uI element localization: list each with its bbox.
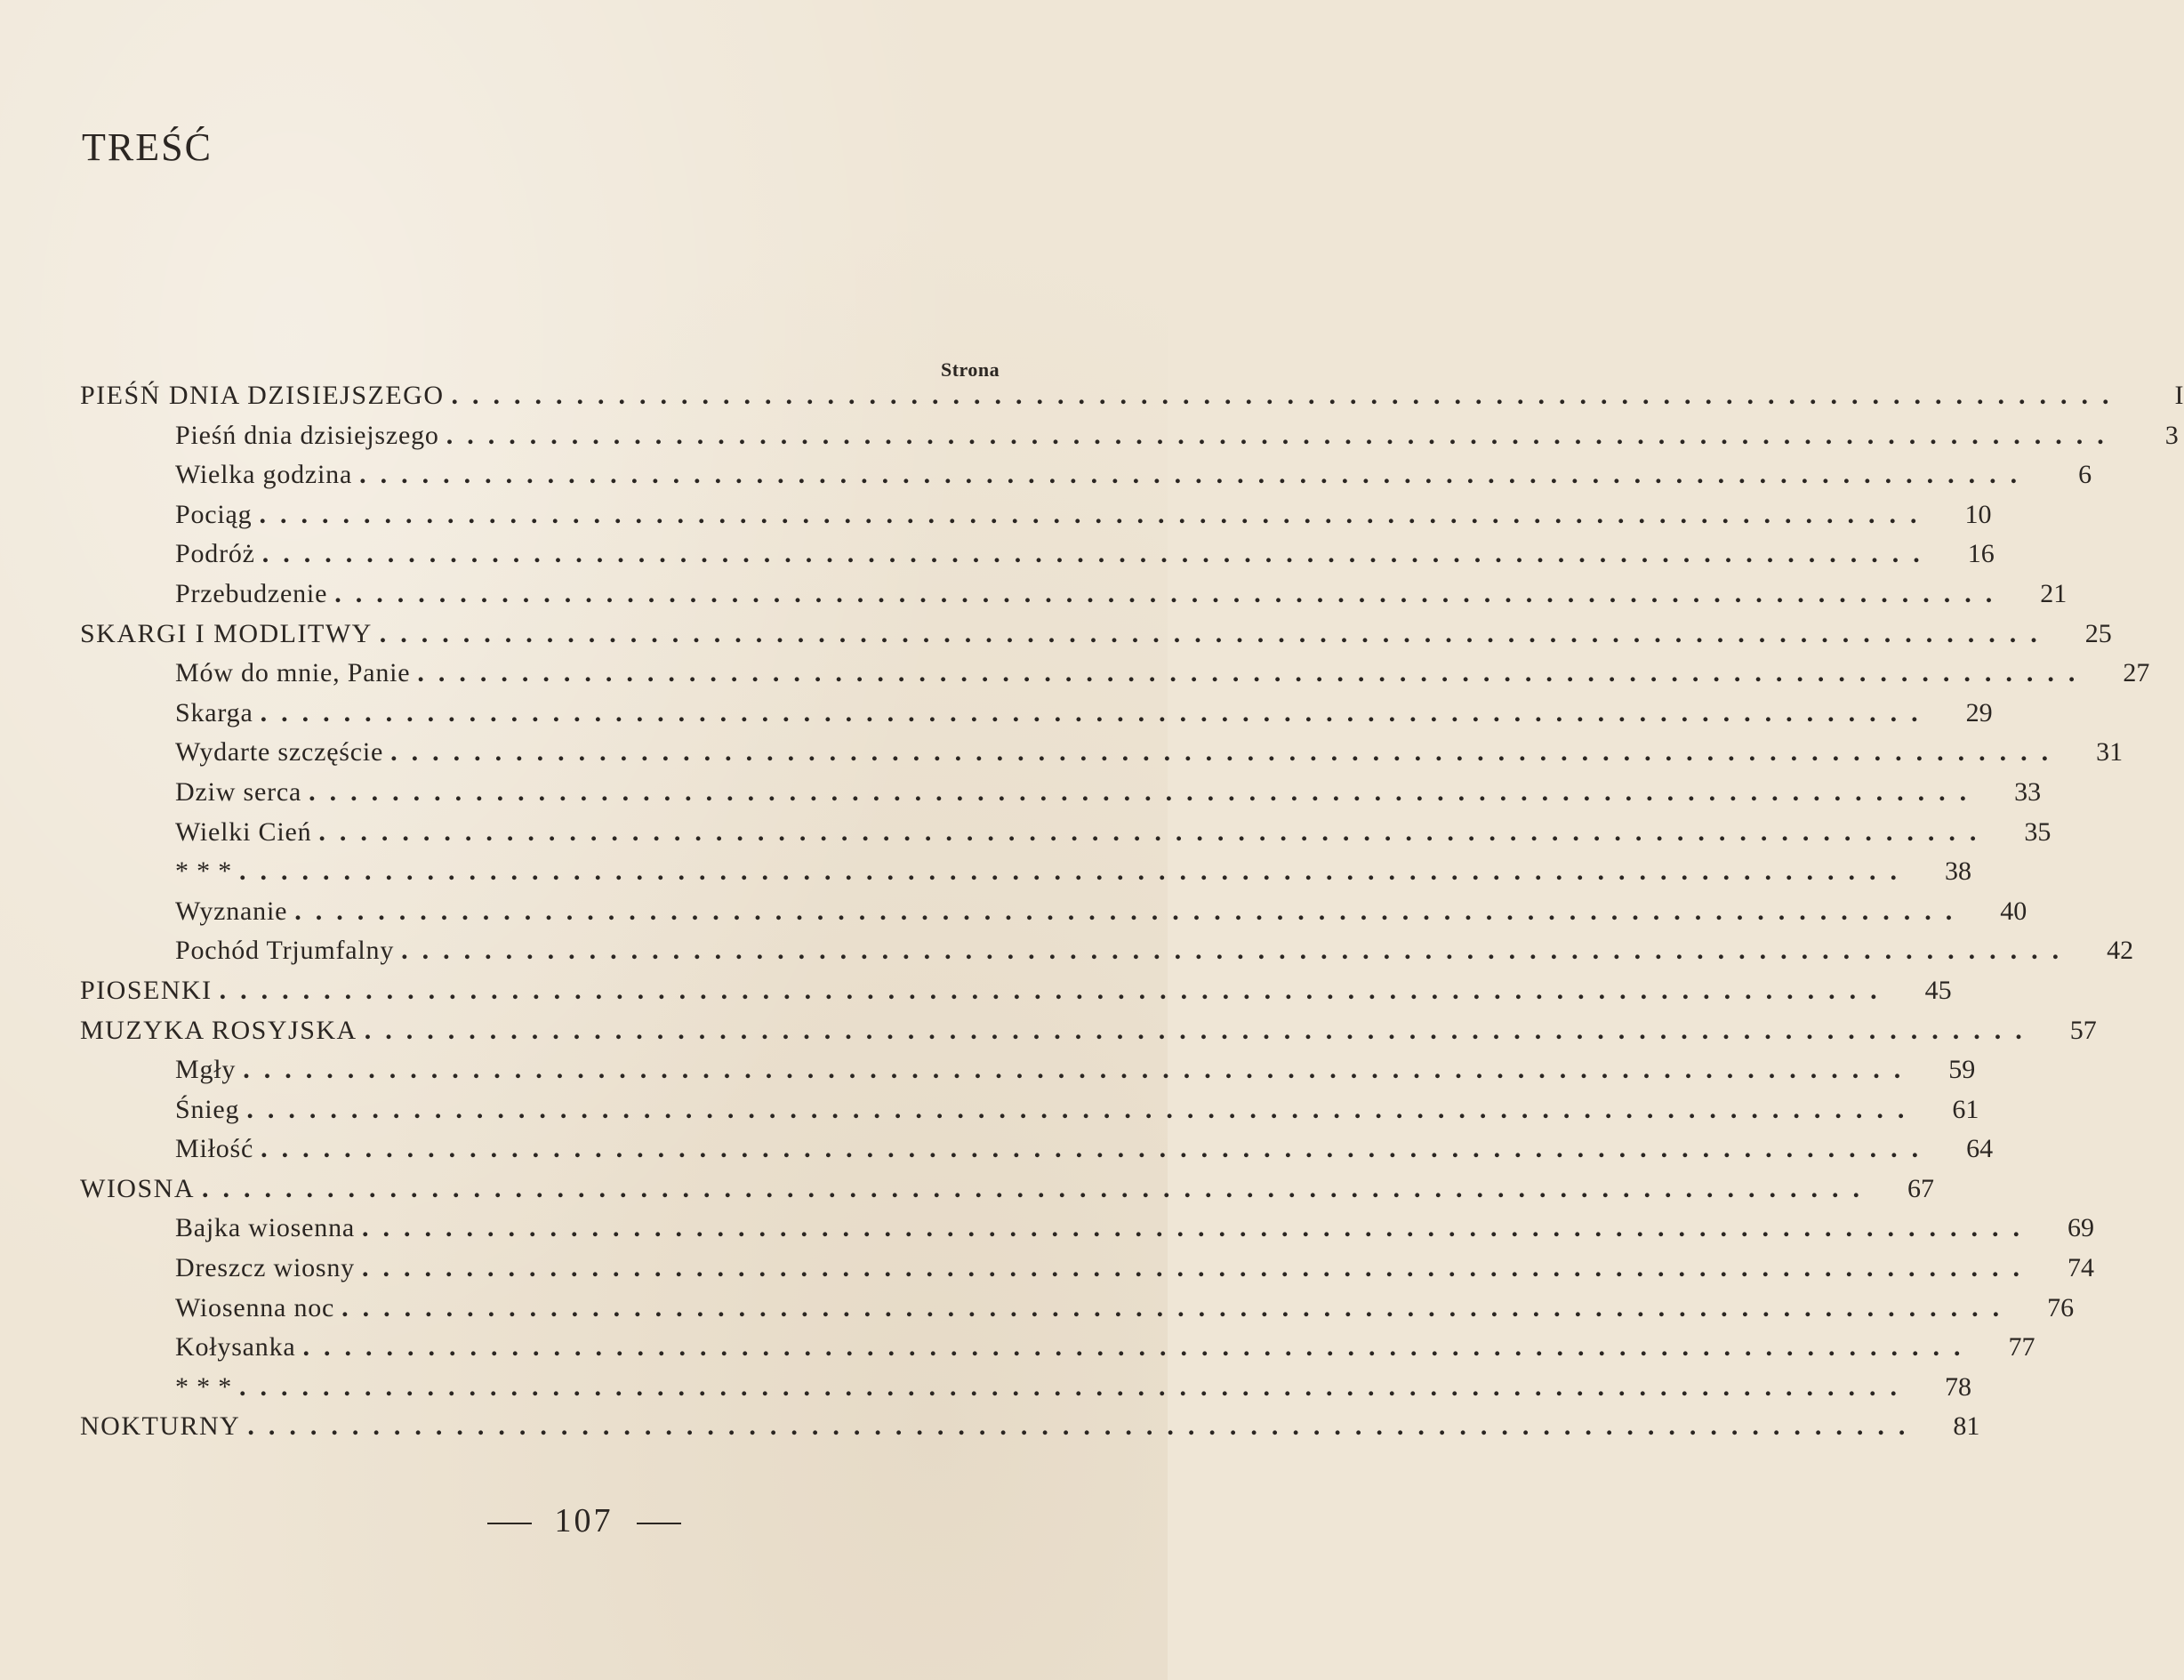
toc-entry <box>80 936 2134 976</box>
dot-leader: ................................................................................ <box>239 856 1911 887</box>
toc-entry-title: Podróż <box>175 539 255 569</box>
toc-entry-page: 27 <box>2123 658 2150 688</box>
toc-entry-page: 40 <box>2000 896 2027 926</box>
toc-entry <box>80 1332 2035 1372</box>
toc-entry-page: 25 <box>2084 618 2112 648</box>
toc-entry <box>80 460 2092 500</box>
toc-entry-page: 38 <box>1945 856 1971 887</box>
dot-leader: ................................................................................ <box>451 381 2124 410</box>
dot-leader: ................................................................................ <box>379 618 2052 648</box>
toc-entry-title: MUZYKA ROSYJSKA <box>80 1015 357 1045</box>
toc-section-entry <box>80 1411 1980 1451</box>
toc-entry-title: Przebudzenie <box>175 578 328 608</box>
toc-entry-page: 78 <box>1945 1371 1971 1402</box>
toc-entry-title: Bajka wiosenna <box>175 1213 355 1243</box>
toc-entry-page: 31 <box>2096 737 2124 768</box>
toc-entry <box>80 856 1971 896</box>
toc-entry <box>80 420 2179 461</box>
toc-entry-page: I <box>2174 381 2184 410</box>
toc-section-entry <box>80 1015 2097 1056</box>
toc-entry-page: 6 <box>2078 460 2092 490</box>
toc-entry-title: Wielki Cień <box>175 816 312 847</box>
toc-section-entry <box>80 975 1952 1016</box>
toc-entry-page: 45 <box>1924 975 1952 1005</box>
toc-entry-page: 35 <box>2024 816 2052 847</box>
dot-leader: ................................................................................ <box>246 1094 1919 1124</box>
toc-entry <box>80 697 1993 738</box>
toc-entry <box>80 1371 1971 1412</box>
footer-dash-right <box>637 1523 681 1524</box>
toc-entry <box>80 658 2150 698</box>
table-of-contents <box>80 381 2184 1451</box>
toc-entry-title: Miłość <box>175 1134 254 1164</box>
page-footer <box>0 1501 1168 1540</box>
toc-entry <box>80 737 2124 777</box>
toc-entry-page: 42 <box>2107 936 2134 966</box>
toc-entry <box>80 499 1992 540</box>
dot-leader: ................................................................................ <box>302 1332 1975 1362</box>
toc-entry-title: Wydarte szczęście <box>175 737 384 768</box>
toc-entry-page: 77 <box>2008 1332 2035 1362</box>
toc-entry-title: SKARGI I MODLITWY <box>80 618 373 648</box>
dot-leader: ................................................................................ <box>318 816 1991 847</box>
dot-leader: ................................................................................ <box>390 737 2063 768</box>
toc-entry <box>80 816 2052 857</box>
toc-entry-title: WIOSNA <box>80 1173 195 1203</box>
toc-section-entry <box>80 1173 1934 1214</box>
toc-entry <box>80 539 1995 579</box>
dot-leader: ................................................................................ <box>239 1371 1911 1402</box>
dot-leader: ................................................................................ <box>247 1411 1920 1442</box>
dot-leader: ................................................................................ <box>334 578 2007 608</box>
toc-entry <box>80 1134 1994 1174</box>
toc-entry-title: Wyznanie <box>175 896 288 926</box>
toc-section-entry <box>80 381 2184 421</box>
toc-entry <box>80 1213 2094 1253</box>
toc-entry-page: 76 <box>2047 1292 2075 1322</box>
dot-leader: ................................................................................ <box>261 1134 1933 1164</box>
toc-entry <box>80 1055 1976 1095</box>
dot-leader: ................................................................................ <box>219 975 1891 1005</box>
toc-entry-title: Dziw serca <box>175 776 302 807</box>
toc-entry-page: 81 <box>1953 1411 1980 1442</box>
toc-entry <box>80 1253 2094 1293</box>
toc-entry-page: 67 <box>1907 1173 1934 1203</box>
toc-entry-page: 33 <box>2014 776 2042 807</box>
toc-entry <box>80 1094 1979 1135</box>
dot-leader: ................................................................................ <box>202 1173 1874 1203</box>
page-number: 107 <box>554 1502 614 1539</box>
dot-leader: ................................................................................ <box>417 658 2090 688</box>
toc-entry-title: Śnieg <box>175 1094 240 1124</box>
toc-entry-page: 16 <box>1967 539 1995 569</box>
toc-entry-title: Pieśń dnia dzisiejszego <box>175 420 439 450</box>
toc-entry-title: Wielka godzina <box>175 460 353 490</box>
page-title: TREŚĆ <box>82 125 213 169</box>
toc-entry-page: 29 <box>1965 697 1993 727</box>
dot-leader: ................................................................................ <box>341 1292 2014 1322</box>
toc-entry-title: Mów do mnie, Panie <box>175 658 411 688</box>
toc-entry-title: PIOSENKI <box>80 975 213 1005</box>
toc-entry <box>80 578 2068 619</box>
toc-entry-title: PIEŚŃ DNIA DZISIEJSZEGO <box>80 381 445 410</box>
toc-entry <box>80 896 2027 936</box>
toc-entry-page: 59 <box>1948 1055 1976 1085</box>
toc-entry-title: Wiosenna noc <box>175 1292 335 1322</box>
toc-entry-title: Kołysanka <box>175 1332 296 1362</box>
footer-dash-left <box>487 1523 532 1524</box>
dot-leader: ................................................................................ <box>446 420 2118 450</box>
dot-leader: ................................................................................ <box>261 539 1934 569</box>
toc-entry-title: Mgły <box>175 1055 237 1085</box>
toc-entry-title: * * * <box>175 856 232 887</box>
toc-entry-page: 69 <box>2067 1213 2094 1243</box>
toc-entry-page: 21 <box>2040 578 2068 608</box>
toc-entry-title: NOKTURNY <box>80 1411 241 1442</box>
page-column-header: Strona <box>941 358 1000 381</box>
dot-leader: ................................................................................ <box>309 776 1981 807</box>
dot-leader: ................................................................................ <box>401 936 2074 966</box>
toc-entry <box>80 1292 2075 1333</box>
dot-leader: ................................................................................ <box>294 896 1967 926</box>
toc-entry-page: 64 <box>1966 1134 1994 1164</box>
toc-entry <box>80 776 2042 817</box>
toc-entry-page: 10 <box>1964 499 1992 529</box>
dot-leader: ................................................................................ <box>361 1213 2034 1243</box>
toc-entry-title: Pociąg <box>175 499 253 529</box>
toc-entry-title: Pochód Trjumfalny <box>175 936 395 966</box>
toc-entry-page: 61 <box>1952 1094 1979 1124</box>
dot-leader: ................................................................................ <box>259 499 1931 529</box>
dot-leader: ................................................................................ <box>359 460 2032 490</box>
toc-entry-page: 3 <box>2164 420 2179 450</box>
toc-section-entry <box>80 618 2112 659</box>
toc-entry-title: Skarga <box>175 697 253 727</box>
toc-entry-title: * * * <box>175 1371 232 1402</box>
dot-leader: ................................................................................ <box>243 1055 1915 1085</box>
toc-entry-page: 57 <box>2069 1015 2097 1045</box>
dot-leader: ................................................................................ <box>260 697 1932 727</box>
dot-leader: ................................................................................ <box>364 1015 2036 1045</box>
toc-entry-title: Dreszcz wiosny <box>175 1253 355 1283</box>
toc-entry-page: 74 <box>2067 1253 2094 1283</box>
dot-leader: ................................................................................ <box>361 1253 2034 1283</box>
